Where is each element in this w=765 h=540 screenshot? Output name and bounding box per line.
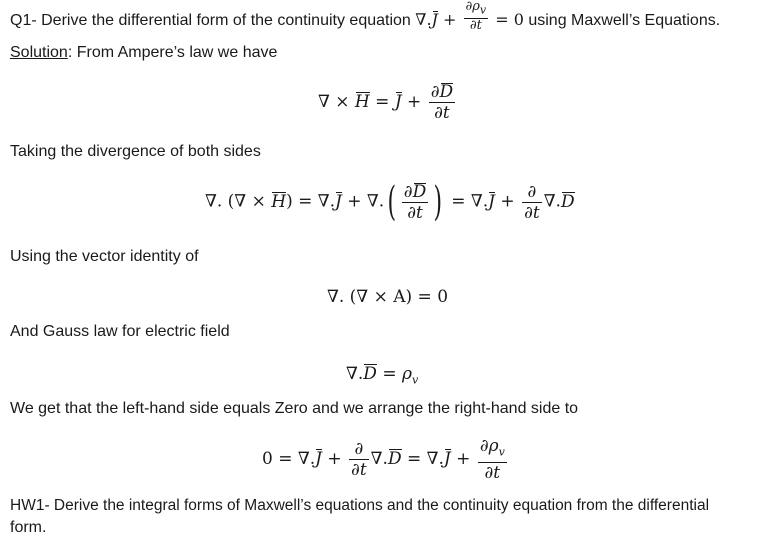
gauss-equation: $\nabla.D = \rho_v$ <box>346 364 419 387</box>
rho-time-derivative: $\frac{\partial\rho_v}{\partial t}$ <box>465 0 487 33</box>
equals-zero: = 0 <box>490 9 524 29</box>
plus-sign: + <box>437 9 462 29</box>
identity-text: Using the vector identity of <box>10 248 199 265</box>
homework-line-1: HW1- Derive the integral forms of Maxwell’s equations and the continuity equation from the differential <box>10 497 710 514</box>
result-text: We get that the left-hand side equals Zero and we arrange the right-hand side to <box>10 400 579 417</box>
question-1 <box>10 0 721 37</box>
ampere-law-equation: ∇ × H = J + $\frac{\partial D}{\partial t}$ <box>318 82 454 123</box>
solution-label: Solution <box>10 44 68 61</box>
displacement-current-fraction: $\frac{\partial D}{\partial t}$ <box>430 82 454 123</box>
solution-line: Solution: From Ampere’s law we have <box>10 44 278 61</box>
question-1-suffix: using Maxwell’s Equations. <box>523 11 721 29</box>
nabla-dot: ∇. <box>415 9 432 29</box>
gauss-text: And Gauss law for electric field <box>10 323 230 340</box>
continuity-equation <box>415 0 524 33</box>
homework-line-2: form. <box>10 519 47 536</box>
divergence-text: Taking the divergence of both sides <box>10 143 261 160</box>
final-equation: 0 = ∇.J + $\frac{\partial}{\partial t}$ ∇.D = ∇.J + $\frac{\partial\rho_v}{\partial t}$ <box>262 436 505 484</box>
question-1-prefix: Q1- Derive the differential form of the continuity equation <box>10 11 416 29</box>
current-density-symbol: J <box>431 9 438 29</box>
divergence-equation: ∇. (∇ × H) = ∇.J + ∇.( $\frac{\partial D}{\partial t}$ ) = ∇.J + $\frac{\partial}{\partial t}$ ∇.D <box>205 179 575 225</box>
solution-text: From Ampere’s law we have <box>72 44 278 61</box>
identity-equation: ∇. (∇ × A) = 0 <box>327 287 449 307</box>
